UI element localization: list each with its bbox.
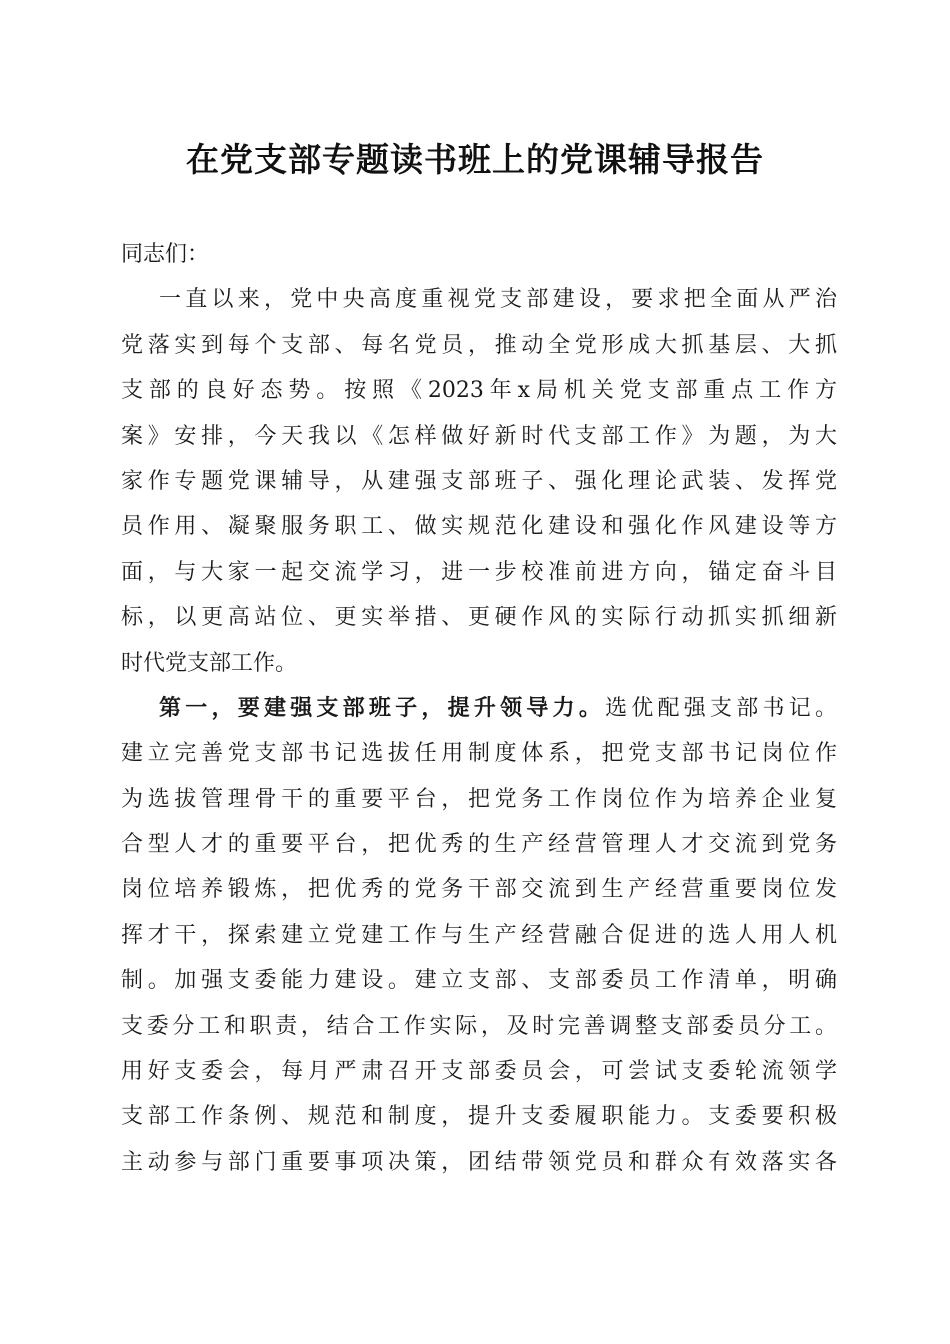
paragraph-2-line: 用好支委会，每月严肃召开支部委员会，可尝试支委轮流领学: [121, 1059, 837, 1085]
paragraph-2-first-line-text: 选优配强支部书记。: [605, 695, 837, 721]
paragraph-1-line: 面，与大家一起交流学习，进一步校准前进方向，锚定奋斗目: [121, 559, 837, 585]
paragraph-2-line: 岗位培养锻炼，把优秀的党务干部交流到生产经营重要岗位发: [121, 877, 837, 903]
paragraph-2-line: 支部工作条例、规范和制度，提升支委履职能力。支委要积极: [121, 1104, 837, 1130]
paragraph-2-line: 制。加强支委能力建设。建立支部、支部委员工作清单，明确: [121, 968, 837, 994]
paragraph-1-line: 一直以来，党中央高度重视党支部建设，要求把全面从严治: [159, 287, 837, 313]
document-body: [121, 232, 837, 1185]
salutation: 同志们：: [121, 242, 210, 267]
paragraph-1-line: 员作用、凝聚服务职工、做实规范化建设和强化作风建设等方: [121, 514, 837, 540]
paragraph-1-line: 时代党支部工作。: [121, 650, 298, 676]
paragraph-2-first-line: [121, 686, 837, 731]
paragraph-2-line: 主动参与部门重要事项决策，团结带领党员和群众有效落实各: [121, 1149, 837, 1175]
section-heading: 第一，要建强支部班子，提升领导力。: [159, 694, 606, 721]
paragraph-1-line: 支部的良好态势。按照《2023年x局机关党支部重点工作方: [121, 378, 837, 404]
paragraph-1-line: 党落实到每个支部、每名党员，推动全党形成大抓基层、大抓: [121, 332, 837, 358]
paragraph-2-line: 挥才干，探索建立党建工作与生产经营融合促进的选人用人机: [121, 922, 837, 948]
document-title: 在党支部专题读书班上的党课辅导报告: [186, 140, 764, 179]
paragraph-1-line: 案》安排，今天我以《怎样做好新时代支部工作》为题，为大: [121, 423, 837, 449]
paragraph-1-line: 标，以更高站位、更实举措、更硬作风的实际行动抓实抓细新: [121, 605, 837, 631]
paragraph-2-line: 为选拔管理骨干的重要平台，把党务工作岗位作为培养企业复: [121, 786, 837, 812]
paragraph-2-line: 合型人才的重要平台，把优秀的生产经营管理人才交流到党务: [121, 832, 837, 858]
paragraph-2-line: 支委分工和职责，结合工作实际，及时完善调整支部委员分工。: [121, 1013, 837, 1039]
paragraph-1-line: 家作专题党课辅导，从建强支部班子、强化理论武装、发挥党: [121, 468, 837, 494]
paragraph-2-line: 建立完善党支部书记选拔任用制度体系，把党支部书记岗位作: [121, 741, 837, 767]
